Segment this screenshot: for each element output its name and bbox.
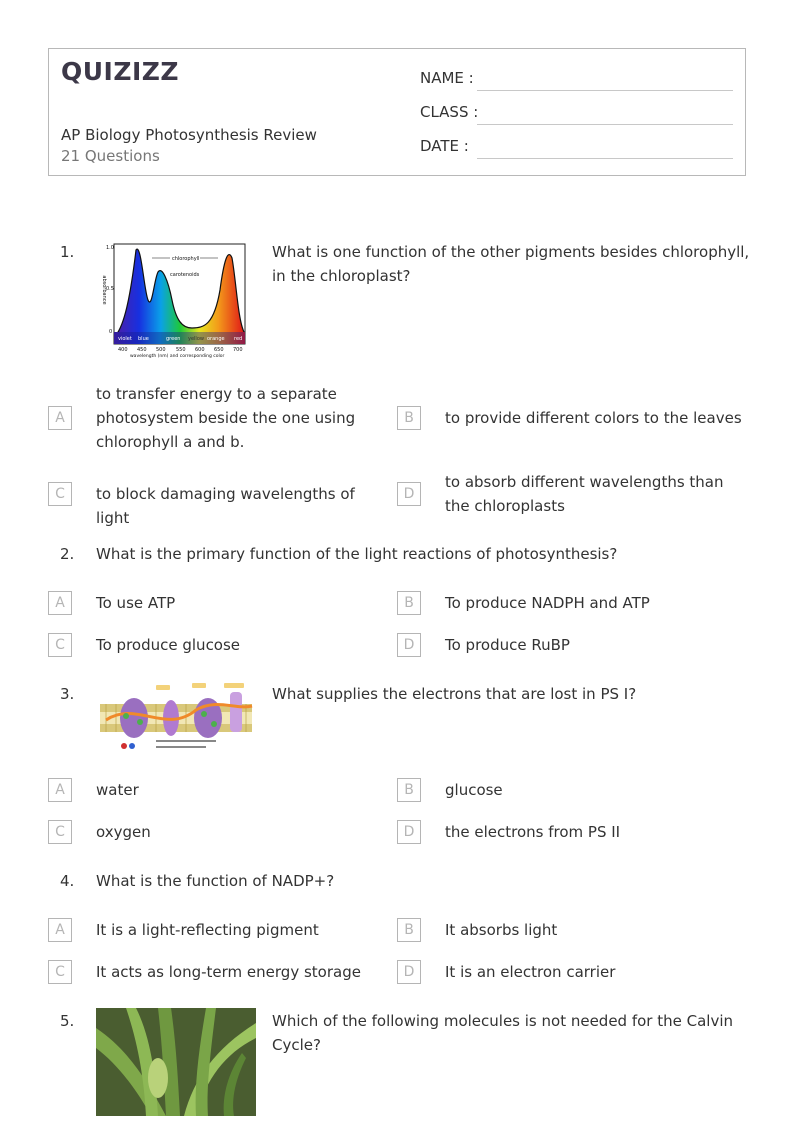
option-text[interactable]: It absorbs light	[445, 921, 558, 939]
option-text[interactable]: glucose	[445, 781, 503, 799]
x-tick: 600	[195, 347, 205, 353]
thylakoid-membrane-diagram	[96, 680, 256, 756]
option-letter[interactable]: C	[48, 960, 72, 984]
spectrum-band-label: orange	[207, 336, 225, 342]
option-text[interactable]: It is an electron carrier	[445, 963, 616, 981]
y-tick: 0	[109, 329, 113, 335]
spectrum-band-label: blue	[138, 336, 149, 342]
carotenoids-label: carotenoids	[170, 272, 200, 278]
option-text[interactable]: to block damaging wavelengths of light	[96, 485, 355, 527]
class-line[interactable]	[477, 124, 733, 125]
y-tick: 0.5	[106, 286, 114, 292]
option-text[interactable]: oxygen	[96, 823, 151, 841]
option-letter[interactable]: D	[397, 820, 421, 844]
x-tick: 650	[214, 347, 224, 353]
option-letter[interactable]: B	[397, 918, 421, 942]
name-line[interactable]	[477, 90, 733, 91]
question-text: What is the function of NADP+?	[96, 872, 335, 890]
option-letter[interactable]: C	[48, 820, 72, 844]
option-letter[interactable]: A	[48, 591, 72, 615]
x-tick: 450	[137, 347, 147, 353]
option-text[interactable]: water	[96, 781, 139, 799]
question-text: What is the primary function of the light reactions of photosynthesis?	[96, 545, 618, 563]
quizizz-logo: QUIZIZZ	[61, 57, 180, 86]
option-text[interactable]: the electrons from PS II	[445, 823, 621, 841]
question-text: What supplies the electrons that are lost in PS I?	[272, 685, 637, 703]
question-text: Which of the following molecules is not needed for the Calvin Cycle?	[272, 1012, 734, 1054]
option-text[interactable]: It is a light-reflecting pigment	[96, 921, 319, 939]
class-label: CLASS :	[420, 103, 479, 121]
option-text[interactable]: To produce RuBP	[445, 636, 570, 654]
absorption-spectrum-image	[96, 240, 252, 360]
y-tick: 1.0	[106, 245, 114, 251]
option-text[interactable]: To produce NADPH and ATP	[445, 594, 650, 612]
x-tick: 550	[176, 347, 186, 353]
spectrum-band-label: red	[234, 336, 243, 342]
option-letter[interactable]: A	[48, 918, 72, 942]
option-text[interactable]: to absorb different wavelengths than the chloroplasts	[445, 473, 724, 515]
x-tick: 500	[156, 347, 166, 353]
option-text[interactable]: To use ATP	[96, 594, 176, 612]
option-text[interactable]: It acts as long-term energy storage	[96, 963, 361, 981]
option-letter[interactable]: C	[48, 633, 72, 657]
date-line[interactable]	[477, 158, 733, 159]
question-number: 1.	[60, 243, 75, 261]
option-text[interactable]: to transfer energy to a separate photosystem beside the one using chlorophyll a and b.	[96, 385, 356, 451]
y-axis-label: absorbance	[101, 275, 107, 305]
option-letter[interactable]: A	[48, 778, 72, 802]
question-number: 3.	[60, 685, 75, 703]
spectrum-band-label: violet	[118, 336, 132, 342]
option-letter[interactable]: D	[397, 960, 421, 984]
option-text[interactable]: To produce glucose	[96, 636, 241, 654]
date-label: DATE :	[420, 137, 469, 155]
chlorophyll-label: chlorophyll	[172, 256, 200, 262]
option-letter[interactable]: D	[397, 633, 421, 657]
option-letter[interactable]: B	[397, 778, 421, 802]
worksheet-title: AP Biology Photosynthesis Review	[61, 126, 317, 144]
question-text: What is one function of the other pigments besides chlorophyll, in the chloroplast?	[272, 243, 750, 285]
question-number: 4.	[60, 872, 75, 890]
option-letter[interactable]: C	[48, 482, 72, 506]
option-letter[interactable]: D	[397, 482, 421, 506]
name-label: NAME :	[420, 69, 474, 87]
question-number: 5.	[60, 1012, 75, 1030]
option-text[interactable]: to provide different colors to the leaves	[445, 409, 742, 427]
question-number: 2.	[60, 545, 75, 563]
x-axis-caption: wavelength (nm) and corresponding color	[130, 354, 225, 359]
corn-plant-photo	[96, 1008, 256, 1116]
worksheet-header	[48, 48, 746, 176]
option-letter[interactable]: A	[48, 406, 72, 430]
spectrum-band-label: yellow	[188, 336, 204, 342]
question-count: 21 Questions	[61, 147, 160, 165]
spectrum-band-label: green	[166, 336, 181, 342]
option-letter[interactable]: B	[397, 591, 421, 615]
x-tick: 400	[118, 347, 128, 353]
option-letter[interactable]: B	[397, 406, 421, 430]
x-tick: 700	[233, 347, 243, 353]
